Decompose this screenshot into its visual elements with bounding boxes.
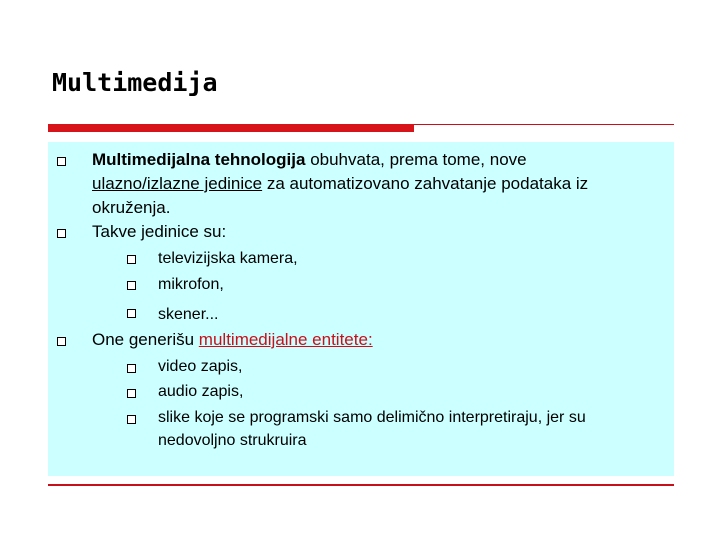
multimedia-entities-link[interactable]: multimedijalne entitete: [198,330,373,349]
sub-item: skener... [158,306,219,323]
paragraph-1-line-1 [92,150,527,170]
sub-bullet-square-icon [127,281,136,290]
sub-item: mikrofon, [158,276,224,293]
paragraph-1-rest: obuhvata, prema tome, nove [305,150,527,169]
sub-item: televizijska kamera, [158,250,298,267]
paragraph-1-bold: Multimedijalna tehnologija [92,150,306,169]
title-accent-bar [48,124,414,132]
sub-bullet-square-icon [127,415,136,424]
sub-item: video zapis, [158,358,243,375]
bullet-square-icon [57,157,66,166]
paragraph-3 [92,330,373,350]
paragraph-3-prefix: One generišu [92,330,199,349]
paragraph-1-line-2-rest: za automatizovano zahvatanje podataka iz [262,174,589,193]
sub-item-continuation: nedovoljno strukruira [158,432,307,449]
sub-bullet-square-icon [127,309,136,318]
sub-item: slike koje se programski samo delimično interpretiraju, jer su [158,409,586,426]
paragraph-2: Takve jedinice su: [92,222,227,241]
sub-bullet-square-icon [127,389,136,398]
bullet-square-icon [57,229,66,238]
slide-title: Multimedija [52,68,218,97]
paragraph-1-line-2 [92,174,588,194]
bullet-square-icon [57,337,66,346]
sub-item: audio zapis, [158,383,244,400]
footer-divider-line [48,484,674,486]
paragraph-1-underlined: ulazno/izlazne jedinice [92,174,263,193]
paragraph-1-line-3: okruženja. [92,198,171,217]
sub-bullet-square-icon [127,255,136,264]
title-divider-line [414,124,674,125]
sub-bullet-square-icon [127,364,136,373]
